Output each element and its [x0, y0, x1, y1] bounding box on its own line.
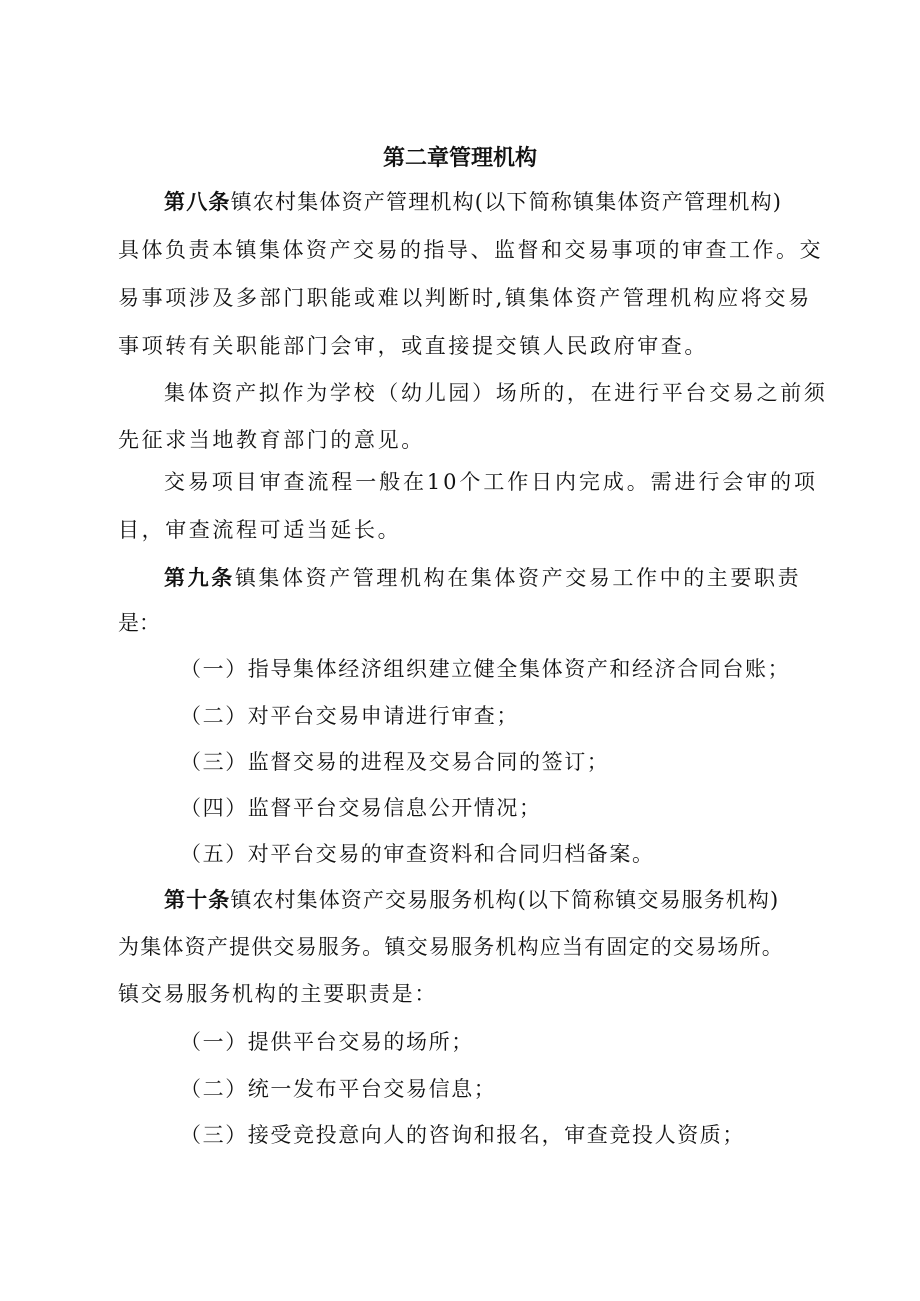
article-8-text-line-2: 具体负责本镇集体资产交易的指导、监督和交易事项的审查工作。交 [118, 238, 823, 262]
article-9-text-line-1: 镇集体资产管理机构在集体资产交易工作中的主要职责 [234, 566, 802, 590]
article-10-label: 第十条 [164, 888, 231, 912]
article-8-label: 第八条 [164, 190, 231, 214]
article-9-first-line [164, 566, 801, 590]
article-9-text-line-2: 是： [118, 611, 160, 635]
article-8-first-line [164, 190, 782, 214]
article-8-paragraph-3-line-2: 目，审查流程可适当延长。 [118, 518, 402, 542]
article-8-paragraph-3-line-1: 交易项目审查流程一般在10个工作日内完成。需进行会审的项 [164, 470, 818, 494]
article-10-text-line-2: 为集体资产提供交易服务。镇交易服务机构应当有固定的交易场所。 [118, 935, 784, 959]
article-10-item-1: （一）提供平台交易的场所； [180, 1030, 474, 1054]
article-10-item-3: （三）接受竞投意向人的咨询和报名，审查竞投人资质； [180, 1123, 745, 1147]
article-8-text-line-1: 镇农村集体资产管理机构(以下简称镇集体资产管理机构) [230, 190, 783, 214]
article-10-text-line-3: 镇交易服务机构的主要职责是： [118, 982, 438, 1006]
article-10-text-line-1: 镇农村集体资产交易服务机构(以下简称镇交易服务机构) [230, 888, 780, 912]
article-8-text-line-4: 事项转有关职能部门会审，或直接提交镇人民政府审查。 [118, 334, 708, 358]
article-9-item-4: （四）监督平台交易信息公开情况； [180, 796, 542, 820]
article-9-label: 第九条 [164, 566, 235, 590]
article-9-item-3: （三）监督交易的进程及交易合同的签订； [180, 750, 610, 774]
article-8-text-line-3: 易事项涉及多部门职能或难以判断时,镇集体资产管理机构应将交易 [118, 286, 812, 310]
article-9-item-5: （五）对平台交易的审查资料和合同归档备案。 [180, 842, 655, 866]
article-9-item-2: （二）对平台交易申请进行审查； [180, 704, 519, 728]
article-10-first-line [164, 888, 779, 912]
article-8-paragraph-2-line-1: 集体资产拟作为学校（幼儿园）场所的，在进行平台交易之前须 [164, 381, 828, 405]
article-9-item-1: （一）指导集体经济组织建立健全集体资产和经济合同台账； [180, 657, 791, 681]
article-10-item-2: （二）统一发布平台交易信息； [180, 1077, 497, 1101]
article-8-paragraph-2-line-2: 先征求当地教育部门的意见。 [118, 428, 425, 452]
chapter-title: 第二章管理机构 [382, 146, 537, 171]
